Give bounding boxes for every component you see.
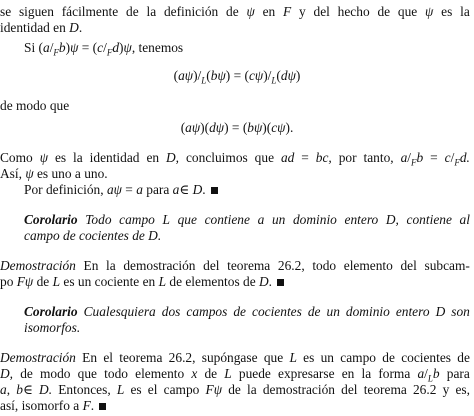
- paragraph-1-line-3: Si $(a/_Fb)\psi = (c/_Fd)\psi$, tenemos: [24, 40, 184, 58]
- equation-1: $(a\psi)/_L(b\psi) = (c\psi)/_L(d\psi)$: [173, 68, 301, 86]
- paragraph-3-line-1: Como ψ es la identidad en D, concluimos que ad = bc, por tanto, $a/_Fb$ = $c/_Fd$.: [0, 150, 470, 168]
- end-of-proof-square-icon: [211, 187, 218, 194]
- corolario-1-line-2: campo de cocientes de D.: [24, 228, 162, 243]
- demostracion-1-line-2: po Fψ de L es un cociente en L de elementos de D.: [0, 274, 284, 289]
- equation-2: (aψ)(dψ) = (bψ)(cψ).: [180, 120, 294, 135]
- paragraph-2: de modo que: [0, 98, 70, 113]
- corolario-2-line-2: isomorfos.: [24, 320, 81, 335]
- corolario-1-line-1: Corolario Todo campo L que contiene a un dominio entero D, contiene al: [24, 212, 470, 227]
- corolario-2-line-1: Corolario Cualesquiera dos campos de cocientes de un dominio entero D son: [24, 304, 470, 319]
- demostracion-2-line-2: D, de modo que todo elemento x de L puede expresarse en la forma $a/_Lb$ para: [0, 366, 470, 384]
- demostracion-2-line-4: así, isomorfo a F.: [0, 398, 106, 413]
- paragraph-1-line-2: identidad en D.: [0, 20, 83, 35]
- paragraph-1-line-1: se siguen fácilmente de la definición de ψ en F y del hecho de que ψ es la: [0, 4, 470, 19]
- end-of-proof-square-icon: [277, 279, 284, 286]
- end-of-proof-square-icon: [99, 403, 106, 410]
- paragraph-3-line-3: Por definición, aψ = a para a∈ D.: [24, 182, 218, 197]
- paragraph-3-line-2: Así, ψ es uno a uno.: [0, 166, 108, 181]
- demostracion-2-line-1: Demostración En el teorema 26.2, supóngase que L es un campo de cocientes de: [0, 350, 470, 365]
- demostracion-2-line-3: a, b∈ D. Entonces, L es el campo Fψ de la demostración del teorema 26.2 y es,: [0, 382, 470, 397]
- demostracion-1-line-1: Demostración En la demostración del teorema 26.2, todo elemento del subcam-: [0, 258, 470, 273]
